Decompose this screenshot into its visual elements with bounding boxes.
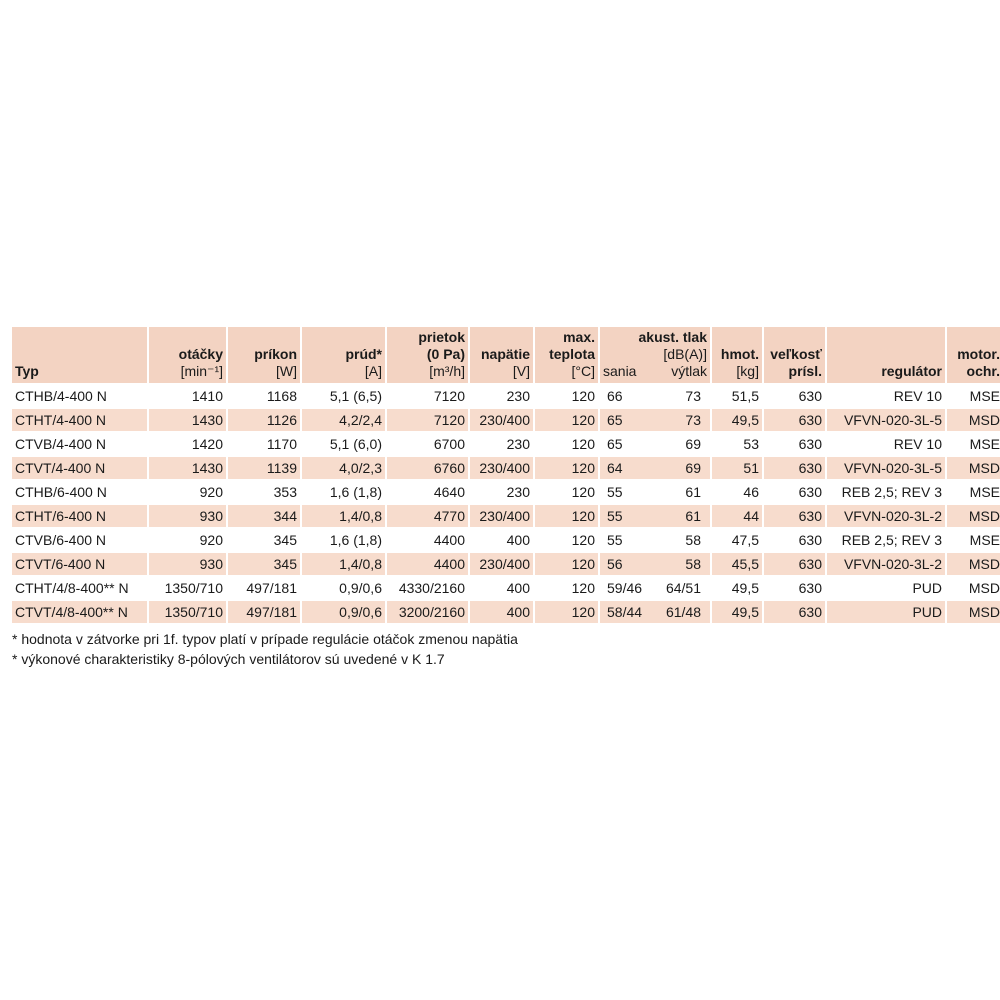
cell-prikon: 1126 (228, 409, 300, 431)
cell-regulator: VFVN-020-3L-2 (827, 505, 945, 527)
cell-sania: 65 (607, 412, 623, 428)
cell-otacky: 930 (149, 553, 226, 575)
header-otacky (149, 327, 226, 383)
cell-vytlak: 61/48 (665, 604, 701, 620)
header-velkost-label: veľkosť (770, 346, 822, 362)
cell-prietok: 4330/2160 (387, 577, 468, 599)
table-row (12, 577, 1000, 599)
cell-sania: 55 (607, 484, 623, 500)
cell-motor: MSD (947, 553, 1000, 575)
cell-typ: CTVT/6-400 N (12, 553, 147, 575)
cell-motor: MSE (947, 433, 1000, 455)
cell-teplota: 120 (535, 457, 598, 479)
cell-prud: 1,4/0,8 (302, 505, 385, 527)
cell-regulator: PUD (827, 577, 945, 599)
cell-motor: MSD (947, 601, 1000, 623)
cell-prikon: 344 (228, 505, 300, 527)
cell-typ: CTHT/4-400 N (12, 409, 147, 431)
header-teplota-label: max. (563, 329, 595, 345)
table-row (12, 457, 1000, 479)
cell-hmot: 47,5 (712, 529, 762, 551)
cell-velkost: 630 (764, 385, 825, 407)
cell-hmot: 44 (712, 505, 762, 527)
cell-regulator: REV 10 (827, 433, 945, 455)
table-row (12, 505, 1000, 527)
table-row (12, 601, 1000, 623)
table-row (12, 481, 1000, 503)
cell-teplota: 120 (535, 529, 598, 551)
cell-prietok: 7120 (387, 409, 468, 431)
cell-napatie: 230 (470, 433, 533, 455)
spec-sheet (12, 325, 1000, 669)
cell-sania: 58/44 (607, 604, 643, 620)
cell-hmot: 53 (712, 433, 762, 455)
cell-motor: MSE (947, 481, 1000, 503)
cell-prietok: 6700 (387, 433, 468, 455)
cell-napatie: 230/400 (470, 553, 533, 575)
header-prikon-unit: [W] (276, 363, 297, 379)
cell-napatie: 230 (470, 481, 533, 503)
cell-otacky: 1420 (149, 433, 226, 455)
header-napatie-label: napätie (480, 346, 530, 362)
header-prietok (387, 327, 468, 383)
cell-hmot: 46 (712, 481, 762, 503)
header-hmot (712, 327, 762, 383)
cell-otacky: 1430 (149, 457, 226, 479)
header-napatie (470, 327, 533, 383)
cell-sania: 65 (607, 436, 623, 452)
cell-velkost: 630 (764, 433, 825, 455)
cell-regulator: VFVN-020-3L-2 (827, 553, 945, 575)
cell-velkost: 630 (764, 457, 825, 479)
cell-akust (600, 457, 710, 479)
cell-napatie: 400 (470, 601, 533, 623)
cell-vytlak: 58 (685, 532, 701, 548)
cell-prietok: 6760 (387, 457, 468, 479)
cell-hmot: 51 (712, 457, 762, 479)
cell-motor: MSD (947, 409, 1000, 431)
cell-typ: CTHT/4/8-400** N (12, 577, 147, 599)
header-hmot-label: hmot. (720, 346, 759, 362)
cell-teplota: 120 (535, 577, 598, 599)
cell-typ: CTVB/6-400 N (12, 529, 147, 551)
cell-motor: MSD (947, 505, 1000, 527)
cell-otacky: 1430 (149, 409, 226, 431)
header-akust-label: akust. tlak (638, 329, 707, 345)
cell-teplota: 120 (535, 601, 598, 623)
cell-napatie: 230/400 (470, 505, 533, 527)
cell-hmot: 51,5 (712, 385, 762, 407)
header-akust (600, 327, 710, 383)
cell-akust (600, 553, 710, 575)
cell-vytlak: 61 (685, 508, 701, 524)
cell-otacky: 920 (149, 529, 226, 551)
table-row (12, 385, 1000, 407)
cell-akust (600, 505, 710, 527)
cell-velkost: 630 (764, 409, 825, 431)
table-row (12, 433, 1000, 455)
cell-napatie: 230/400 (470, 457, 533, 479)
cell-sania: 55 (607, 508, 623, 524)
cell-napatie: 400 (470, 529, 533, 551)
header-napatie-unit: [V] (512, 363, 530, 379)
cell-prikon: 345 (228, 529, 300, 551)
cell-regulator: REB 2,5; REV 3 (827, 529, 945, 551)
cell-akust (600, 409, 710, 431)
fan-spec-table (10, 325, 1000, 625)
cell-prud: 0,9/0,6 (302, 601, 385, 623)
header-teplota (535, 327, 598, 383)
header-motor-label: motor. (957, 346, 1000, 362)
cell-velkost: 630 (764, 481, 825, 503)
header-regulator-label: regulátor (881, 363, 942, 379)
cell-typ: CTHB/4-400 N (12, 385, 147, 407)
header-prud (302, 327, 385, 383)
cell-akust (600, 601, 710, 623)
cell-napatie: 230/400 (470, 409, 533, 431)
cell-teplota: 120 (535, 385, 598, 407)
cell-teplota: 120 (535, 505, 598, 527)
cell-prud: 4,2/2,4 (302, 409, 385, 431)
cell-regulator: REB 2,5; REV 3 (827, 481, 945, 503)
footnote: * hodnota v zátvorke pri 1f. typov platí v prípade regulácie otáčok zmenou napätia (12, 631, 518, 647)
header-teplota-label2: teplota (549, 346, 595, 362)
cell-regulator: VFVN-020-3L-5 (827, 457, 945, 479)
cell-teplota: 120 (535, 433, 598, 455)
cell-prud: 5,1 (6,5) (302, 385, 385, 407)
cell-sania: 56 (607, 556, 623, 572)
cell-prietok: 4640 (387, 481, 468, 503)
cell-otacky: 930 (149, 505, 226, 527)
cell-prud: 1,6 (1,8) (302, 481, 385, 503)
header-prietok-unit: [m³/h] (429, 363, 465, 379)
cell-prikon: 345 (228, 553, 300, 575)
cell-prikon: 497/181 (228, 577, 300, 599)
cell-prikon: 1168 (228, 385, 300, 407)
header-hmot-unit: [kg] (736, 363, 759, 379)
table-row (12, 529, 1000, 551)
header-prikon (228, 327, 300, 383)
cell-prikon: 353 (228, 481, 300, 503)
table-row (12, 409, 1000, 431)
cell-sania: 66 (607, 388, 623, 404)
cell-velkost: 630 (764, 601, 825, 623)
header-otacky-unit: [min⁻¹] (180, 363, 223, 379)
header-typ (12, 327, 147, 383)
cell-vytlak: 69 (685, 460, 701, 476)
footnotes (12, 629, 987, 669)
cell-typ: CTHT/6-400 N (12, 505, 147, 527)
cell-prikon: 1139 (228, 457, 300, 479)
header-prud-unit: [A] (364, 363, 382, 379)
cell-motor: MSE (947, 529, 1000, 551)
header-akust-unit: [dB(A)] (663, 346, 707, 362)
cell-velkost: 630 (764, 505, 825, 527)
header-sania-label: sania (603, 363, 637, 379)
cell-regulator: VFVN-020-3L-5 (827, 409, 945, 431)
cell-typ: CTHB/6-400 N (12, 481, 147, 503)
header-prud-label: prúd* (345, 346, 382, 362)
cell-akust (600, 529, 710, 551)
cell-motor: MSD (947, 577, 1000, 599)
header-akust-sub (603, 363, 707, 380)
cell-teplota: 120 (535, 409, 598, 431)
cell-velkost: 630 (764, 577, 825, 599)
cell-prietok: 3200/2160 (387, 601, 468, 623)
cell-prietok: 4400 (387, 529, 468, 551)
cell-teplota: 120 (535, 553, 598, 575)
cell-typ: CTVT/4-400 N (12, 457, 147, 479)
header-prietok-label2: (0 Pa) (426, 346, 465, 362)
cell-motor: MSE (947, 385, 1000, 407)
cell-prud: 5,1 (6,0) (302, 433, 385, 455)
cell-teplota: 120 (535, 481, 598, 503)
cell-prud: 1,4/0,8 (302, 553, 385, 575)
header-regulator (827, 327, 945, 383)
header-row (12, 327, 1000, 383)
footnote: * výkonové charakteristiky 8-pólových ventilátorov sú uvedené v K 1.7 (12, 651, 445, 667)
cell-sania: 55 (607, 532, 623, 548)
cell-typ: CTVT/4/8-400** N (12, 601, 147, 623)
cell-prikon: 1170 (228, 433, 300, 455)
header-velkost-label2: prísl. (788, 363, 822, 379)
header-velkost (764, 327, 825, 383)
cell-sania: 59/46 (607, 580, 643, 596)
cell-typ: CTVB/4-400 N (12, 433, 147, 455)
cell-akust (600, 481, 710, 503)
cell-prietok: 7120 (387, 385, 468, 407)
cell-prud: 4,0/2,3 (302, 457, 385, 479)
cell-vytlak: 61 (685, 484, 701, 500)
cell-vytlak: 73 (685, 388, 701, 404)
header-vytlak-label: výtlak (671, 363, 707, 379)
cell-otacky: 1410 (149, 385, 226, 407)
cell-akust (600, 577, 710, 599)
header-typ-label: Typ (15, 363, 39, 379)
cell-otacky: 1350/710 (149, 601, 226, 623)
cell-vytlak: 69 (685, 436, 701, 452)
cell-regulator: PUD (827, 601, 945, 623)
cell-akust (600, 433, 710, 455)
cell-prietok: 4400 (387, 553, 468, 575)
table-row (12, 553, 1000, 575)
header-teplota-unit: [°C] (571, 363, 595, 379)
cell-hmot: 49,5 (712, 409, 762, 431)
cell-vytlak: 64/51 (665, 580, 701, 596)
cell-sania: 64 (607, 460, 623, 476)
header-prikon-label: príkon (254, 346, 297, 362)
cell-hmot: 49,5 (712, 577, 762, 599)
header-motor (947, 327, 1000, 383)
cell-velkost: 630 (764, 529, 825, 551)
cell-napatie: 400 (470, 577, 533, 599)
cell-vytlak: 73 (685, 412, 701, 428)
cell-otacky: 920 (149, 481, 226, 503)
cell-akust (600, 385, 710, 407)
cell-prud: 1,6 (1,8) (302, 529, 385, 551)
cell-prud: 0,9/0,6 (302, 577, 385, 599)
header-prietok-label: prietok (418, 329, 465, 345)
cell-regulator: REV 10 (827, 385, 945, 407)
cell-hmot: 45,5 (712, 553, 762, 575)
cell-velkost: 630 (764, 553, 825, 575)
cell-prietok: 4770 (387, 505, 468, 527)
cell-napatie: 230 (470, 385, 533, 407)
header-motor-label2: ochr. (966, 363, 1000, 379)
cell-vytlak: 58 (685, 556, 701, 572)
cell-hmot: 49,5 (712, 601, 762, 623)
header-otacky-label: otáčky (178, 346, 223, 362)
cell-motor: MSD (947, 457, 1000, 479)
cell-otacky: 1350/710 (149, 577, 226, 599)
table-body (12, 385, 1000, 623)
cell-prikon: 497/181 (228, 601, 300, 623)
